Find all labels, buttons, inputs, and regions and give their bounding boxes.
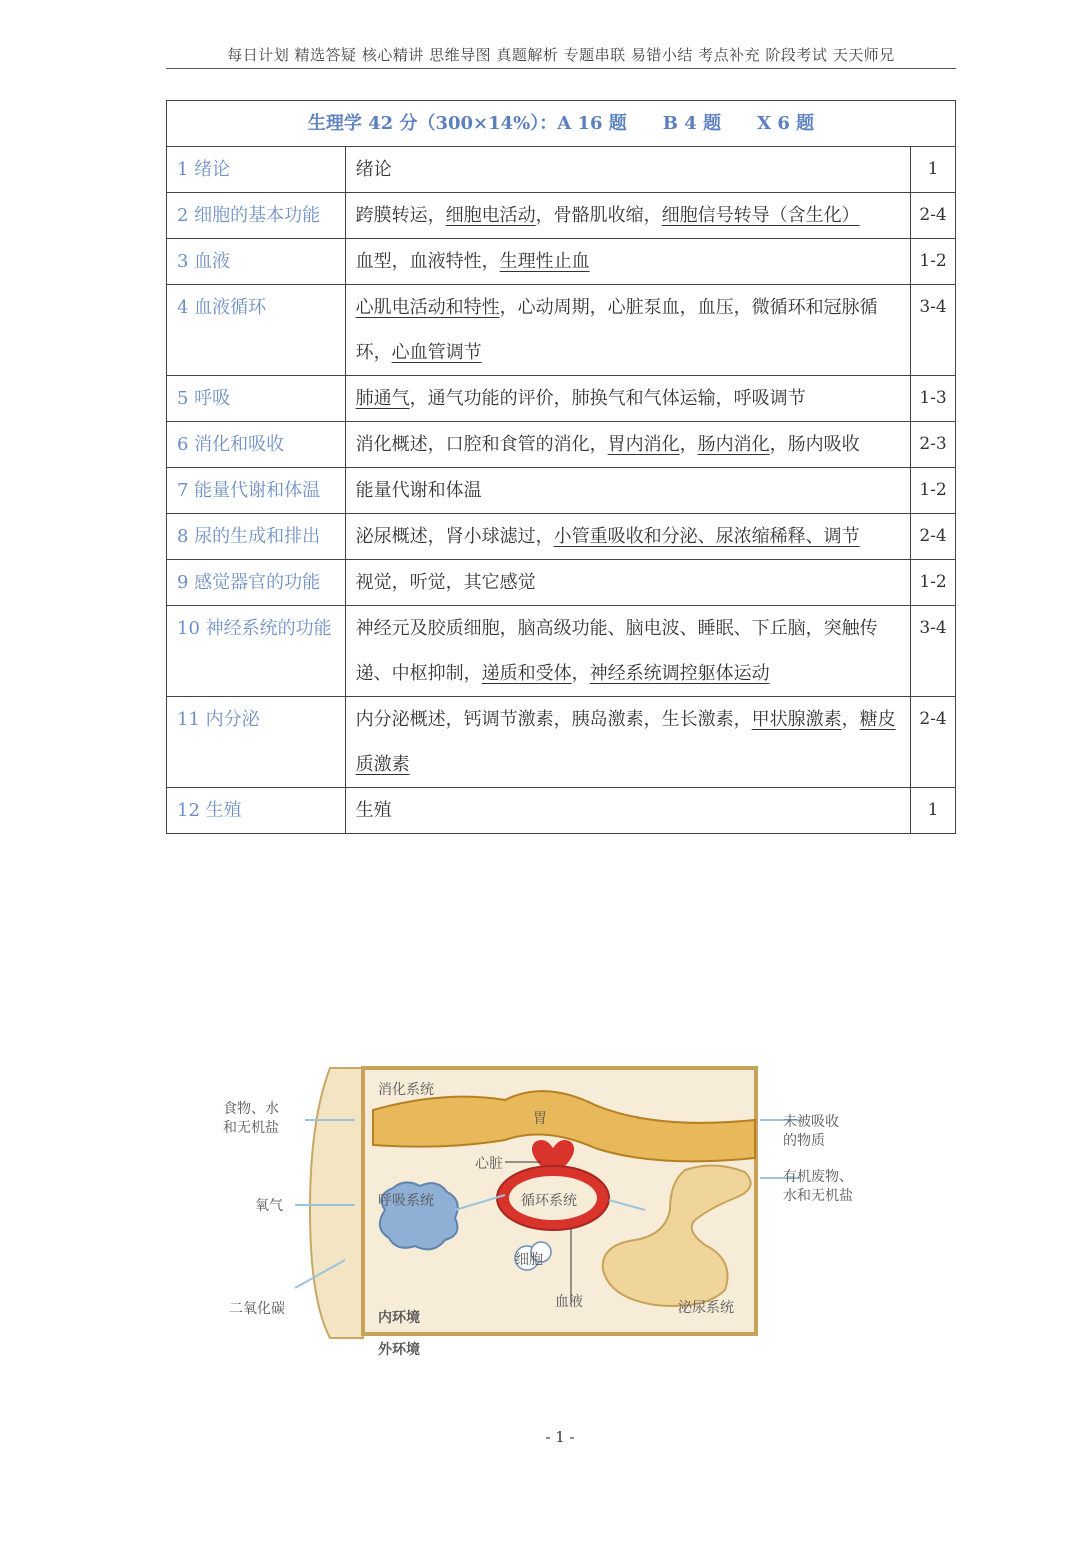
question-count-cell: 2-4 (911, 514, 956, 560)
label-stomach: 胃 (533, 1111, 547, 1127)
table-title: 生理学 42 分（300×14%）：A 16 题 B 4 题 X 6 题 (167, 101, 956, 147)
table-row (167, 606, 956, 697)
label-waste-2: 水和无机盐 (783, 1188, 853, 1204)
chapter-cell: 12 生殖 (167, 788, 346, 834)
label-unabsorbed-2: 的物质 (783, 1133, 825, 1149)
key-topic: 神经系统调控躯体运动 (589, 663, 770, 684)
label-heart: 心脏 (475, 1156, 503, 1172)
content-cell (345, 147, 910, 193)
topic-text: ， (841, 709, 860, 730)
header-divider (166, 68, 956, 69)
chapter-cell: 6 消化和吸收 (167, 422, 346, 468)
label-food-1: 食物、水 (223, 1101, 279, 1117)
question-count-cell: 1-2 (911, 468, 956, 514)
topic-text: ， (679, 434, 698, 455)
table-row (167, 285, 956, 376)
question-count-cell: 3-4 (911, 285, 956, 376)
key-topic: 糖皮质激素 (355, 709, 896, 775)
chapter-cell: 7 能量代谢和体温 (167, 468, 346, 514)
question-count-cell: 3-4 (911, 606, 956, 697)
label-blood: 血液 (555, 1294, 583, 1310)
question-count-cell: 1 (911, 788, 956, 834)
key-topic: 递质和受体 (481, 663, 572, 684)
key-topic: 肺通气 (355, 388, 410, 409)
label-respiratory: 呼吸系统 (378, 1193, 434, 1209)
key-topic: 心血管调节 (391, 342, 482, 363)
question-count-cell: 1 (911, 147, 956, 193)
table-row (167, 239, 956, 285)
label-internal-env: 内环境 (378, 1310, 420, 1326)
chapter-cell: 10 神经系统的功能 (167, 606, 346, 697)
internal-environment-diagram (215, 1060, 865, 1365)
content-cell (345, 193, 910, 239)
label-food-2: 和无机盐 (223, 1120, 279, 1136)
label-urinary: 泌尿系统 (678, 1300, 734, 1316)
key-topic: 肠内消化 (697, 434, 770, 455)
key-topic: 甲状腺激素 (751, 709, 842, 730)
table-row (167, 697, 956, 788)
chapter-cell: 3 血液 (167, 239, 346, 285)
chapter-cell: 8 尿的生成和排出 (167, 514, 346, 560)
content-cell (345, 697, 910, 788)
chapter-cell: 4 血液循环 (167, 285, 346, 376)
question-count-cell: 2-4 (911, 193, 956, 239)
content-cell (345, 560, 910, 606)
key-topic: 细胞信号转导（含生化） (661, 205, 860, 226)
table-title-row (167, 101, 956, 147)
table-row (167, 147, 956, 193)
topic-text: ， (571, 663, 590, 684)
question-count-cell: 1-3 (911, 376, 956, 422)
content-cell (345, 422, 910, 468)
label-oxygen: 氧气 (255, 1198, 283, 1214)
table-row (167, 788, 956, 834)
topic-text: ，肠内吸收 (769, 434, 860, 455)
syllabus-table (166, 100, 956, 834)
question-count-cell: 1-2 (911, 560, 956, 606)
topic-text: 绪论 (355, 159, 392, 180)
table-row (167, 514, 956, 560)
label-digestive: 消化系统 (378, 1082, 434, 1098)
chapter-cell: 11 内分泌 (167, 697, 346, 788)
chapter-cell: 1 绪论 (167, 147, 346, 193)
label-cell: 细胞 (515, 1252, 543, 1268)
question-count-cell: 2-3 (911, 422, 956, 468)
key-topic: 心肌电活动和特性 (355, 297, 500, 318)
question-count-cell: 2-4 (911, 697, 956, 788)
key-topic: 小管重吸收和分泌、尿浓缩稀释、调节 (553, 526, 860, 547)
content-cell (345, 788, 910, 834)
chapter-cell: 2 细胞的基本功能 (167, 193, 346, 239)
label-waste-1: 有机废物、 (783, 1169, 853, 1185)
label-unabsorbed-1: 未被吸收 (783, 1114, 839, 1130)
table-row (167, 193, 956, 239)
topic-text: 神经元及胶质细胞，脑高级功能、脑电波、睡眠、下丘脑，突触传递、中枢抑制， (355, 618, 878, 684)
topic-text: 生殖 (355, 800, 392, 821)
table-row (167, 422, 956, 468)
label-co2: 二氧化碳 (229, 1301, 285, 1317)
chapter-cell: 5 呼吸 (167, 376, 346, 422)
key-topic: 胃内消化 (607, 434, 680, 455)
key-topic: 生理性止血 (499, 251, 590, 272)
table-row (167, 468, 956, 514)
topic-text: ，心动周期，心脏泵血，血压，微循环和冠脉循环， (355, 297, 878, 363)
question-count-cell: 1-2 (911, 239, 956, 285)
topic-text: 血型，血液特性， (355, 251, 500, 272)
topic-text: ，骨骼肌收缩， (535, 205, 662, 226)
content-cell (345, 606, 910, 697)
topic-text: 泌尿概述，肾小球滤过， (355, 526, 554, 547)
key-topic: 细胞电活动 (445, 205, 536, 226)
chapter-cell: 9 感觉器官的功能 (167, 560, 346, 606)
content-cell (345, 239, 910, 285)
topic-text: 跨膜转运， (355, 205, 446, 226)
header-nav: 每日计划 精选答疑 核心精讲 思维导图 真题解析 专题串联 易错小结 考点补充 阶段考试 天天师兄 (227, 46, 895, 64)
page-number: - 1 - (545, 1428, 575, 1446)
table-row (167, 560, 956, 606)
external-env-shape (310, 1068, 363, 1338)
topic-text: ，通气功能的评价，肺换气和气体运输，呼吸调节 (409, 388, 806, 409)
topic-text: 内分泌概述，钙调节激素，胰岛激素，生长激素， (355, 709, 752, 730)
content-cell (345, 514, 910, 560)
topic-text: 能量代谢和体温 (355, 480, 482, 501)
label-external-env: 外环境 (378, 1342, 420, 1358)
table-row (167, 376, 956, 422)
content-cell (345, 285, 910, 376)
content-cell (345, 376, 910, 422)
label-circulatory: 循环系统 (521, 1193, 577, 1209)
content-cell (345, 468, 910, 514)
topic-text: 消化概述，口腔和食管的消化， (355, 434, 608, 455)
topic-text: 视觉，听觉，其它感觉 (355, 572, 536, 593)
